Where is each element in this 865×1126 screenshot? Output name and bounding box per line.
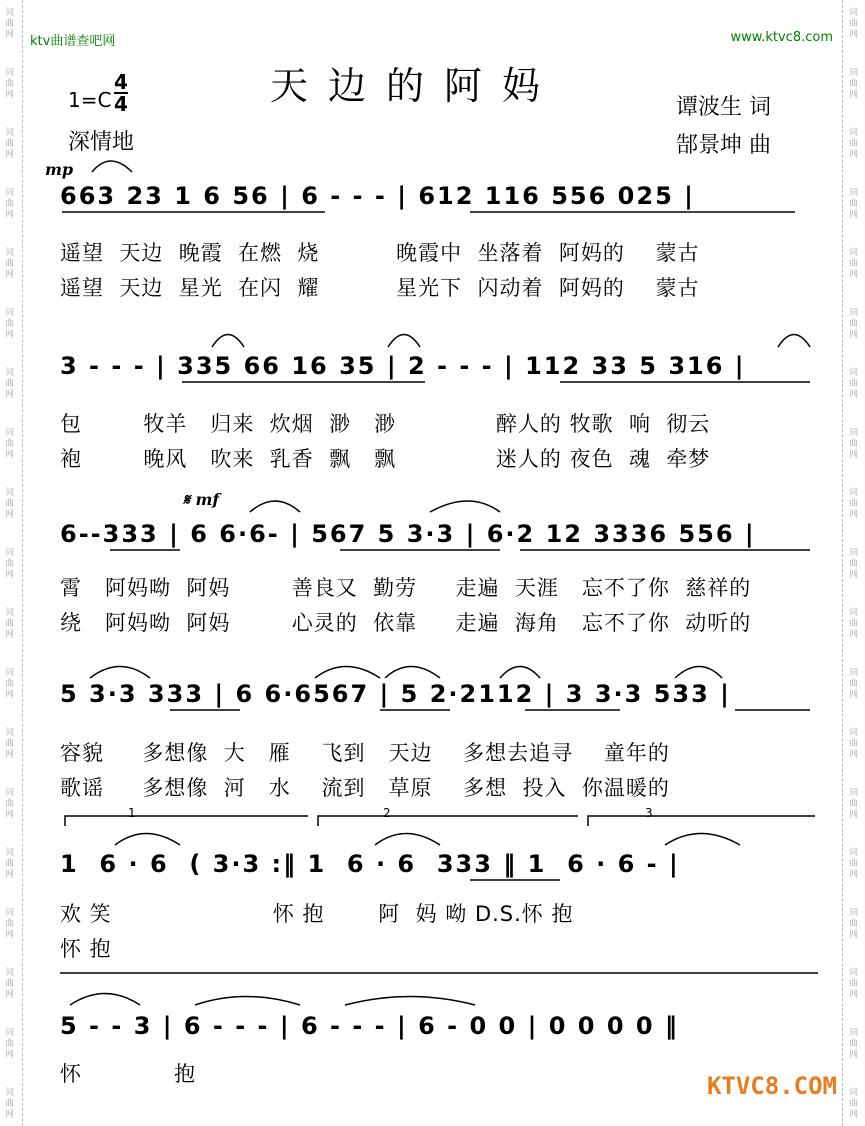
slur bbox=[385, 667, 440, 679]
watermark-glyph: 词曲网 bbox=[849, 128, 859, 160]
watermark-glyph: 词曲网 bbox=[849, 188, 859, 220]
watermark-glyph: 词曲网 bbox=[5, 308, 15, 340]
watermark-glyph: 词曲网 bbox=[849, 908, 859, 940]
site-name-left[interactable]: ktv曲谱查吧网 bbox=[30, 34, 116, 49]
volta-1-label: 1 bbox=[128, 806, 136, 820]
slur bbox=[212, 335, 244, 348]
watermark-glyph: 词曲网 bbox=[849, 308, 859, 340]
volta-2-label: 2 bbox=[383, 806, 391, 820]
time-sig-top: 4 bbox=[114, 70, 128, 94]
volta-bracket bbox=[318, 816, 578, 826]
lyricist-credit: 谭波生 词 bbox=[676, 95, 771, 120]
lyrics-row-1-verse-2: 遥望 天边 星光 在闪 耀 星光下 闪动着 阿妈的 蒙古 bbox=[60, 276, 700, 300]
slur bbox=[90, 667, 150, 679]
watermark-glyph: 词曲网 bbox=[5, 248, 15, 280]
watermark-glyph: 词曲网 bbox=[5, 788, 15, 820]
slur bbox=[500, 667, 540, 679]
watermark-glyph: 词曲网 bbox=[849, 8, 859, 40]
lyrics-row-5-verse-2: 怀 抱 bbox=[60, 937, 112, 961]
lyrics-row-4-verse-1: 容貌 多想像 大 雁 飞到 天边 多想去追寻 童年的 bbox=[60, 741, 670, 765]
slur bbox=[430, 501, 500, 512]
site-url-right[interactable]: www.ktvc8.com bbox=[730, 30, 833, 45]
notation-row-2: 3 - - - | 335 66 16 35 | 2 - - - | 112 33 5 316 | bbox=[60, 352, 746, 380]
watermark-glyph: 词曲网 bbox=[5, 488, 15, 520]
watermark-glyph: 词曲网 bbox=[849, 68, 859, 100]
song-title: 天边的阿妈 bbox=[270, 64, 561, 108]
slur bbox=[92, 161, 132, 172]
lyrics-row-3-verse-2: 绕 阿妈呦 阿妈 心灵的 依靠 走遍 海角 忘不了你 动听的 bbox=[60, 611, 752, 635]
slur bbox=[250, 501, 300, 512]
watermark-glyph: 词曲网 bbox=[849, 548, 859, 580]
watermark-glyph: 词曲网 bbox=[849, 968, 859, 1000]
slur bbox=[70, 994, 140, 1006]
lyrics-row-2-verse-2: 袍 晚风 吹来 乳香 飘 飘 迷人的 夜色 魂 牵梦 bbox=[60, 447, 711, 471]
slur bbox=[375, 834, 440, 846]
lyrics-row-1-verse-1: 遥望 天边 晚霞 在燃 烧 晚霞中 坐落着 阿妈的 蒙古 bbox=[60, 241, 700, 265]
lyrics-row-3-verse-1: 霄 阿妈呦 阿妈 善良又 勤劳 走遍 天涯 忘不了你 慈祥的 bbox=[60, 576, 752, 600]
slur bbox=[665, 834, 740, 846]
dynamic-mp: mp bbox=[45, 160, 74, 179]
watermark-glyph: 词曲网 bbox=[5, 428, 15, 460]
watermark-glyph: 词曲网 bbox=[5, 908, 15, 940]
slur bbox=[315, 667, 380, 679]
watermark-glyph: 词曲网 bbox=[5, 128, 15, 160]
lyrics-row-6: 怀 抱 bbox=[60, 1062, 197, 1086]
slur bbox=[195, 997, 300, 1006]
watermark-glyph: 词曲网 bbox=[849, 1028, 859, 1060]
watermark-glyph: 词曲网 bbox=[849, 1088, 859, 1120]
key-signature: 1=C bbox=[68, 88, 112, 112]
notation-row-3: 6--333 | 6 6·6- | 567 5 3·3 | 6·2 12 3336 556 | bbox=[60, 520, 756, 548]
watermark-glyph: 词曲网 bbox=[849, 728, 859, 760]
watermark-glyph: 词曲网 bbox=[5, 608, 15, 640]
watermark-glyph: 词曲网 bbox=[849, 788, 859, 820]
volta-3-label: 3 bbox=[645, 806, 653, 820]
slur bbox=[345, 997, 475, 1006]
watermark-glyph: 词曲网 bbox=[849, 488, 859, 520]
lyrics-row-5-verse-1: 欢 笑 怀 抱 阿 妈 呦 D.S.怀 抱 bbox=[60, 902, 574, 926]
watermark-glyph: 词曲网 bbox=[5, 668, 15, 700]
notation-row-1: 663 23 1 6 56 | 6 - - - | 612 116 556 025 | bbox=[60, 182, 695, 210]
watermark-glyph: 词曲网 bbox=[5, 68, 15, 100]
segno-mf: 𝄋 mf bbox=[183, 490, 220, 509]
notation-row-4: 5 3·3 333 | 6 6·6567 | 5 2·2112 | 3 3·3 533 | bbox=[60, 680, 731, 708]
watermark-glyph: 词曲网 bbox=[849, 608, 859, 640]
volta-bracket bbox=[65, 816, 308, 826]
watermark-glyph: 词曲网 bbox=[5, 8, 15, 40]
composer-credit: 郜景坤 曲 bbox=[676, 133, 771, 158]
watermark-glyph: 词曲网 bbox=[5, 188, 15, 220]
notation-row-6: 5 - - 3 | 6 - - - | 6 - - - | 6 - 0 0 | 0 0 0 0 ‖ bbox=[60, 1012, 679, 1040]
time-sig-bottom: 4 bbox=[114, 92, 128, 116]
watermark-glyph: 词曲网 bbox=[849, 248, 859, 280]
watermark-glyph: 词曲网 bbox=[849, 368, 859, 400]
volta-bracket bbox=[588, 816, 815, 826]
tempo-mood: 深情地 bbox=[68, 130, 135, 155]
watermark-glyph: 词曲网 bbox=[849, 428, 859, 460]
slur bbox=[388, 335, 420, 348]
watermark-glyph: 词曲网 bbox=[849, 848, 859, 880]
watermark-glyph: 词曲网 bbox=[5, 368, 15, 400]
slur bbox=[675, 667, 722, 679]
watermark-glyph: 词曲网 bbox=[849, 668, 859, 700]
lyrics-row-4-verse-2: 歌谣 多想像 河 水 流到 草原 多想 投入 你温暖的 bbox=[60, 776, 670, 800]
lyrics-row-2-verse-1: 包 牧羊 归来 炊烟 渺 渺 醉人的 牧歌 响 彻云 bbox=[60, 412, 711, 436]
slur bbox=[778, 335, 810, 348]
ktvc8-logo: KTVC8.COM bbox=[706, 1072, 837, 1100]
watermark-glyph: 词曲网 bbox=[5, 1028, 15, 1060]
watermark-glyph: 词曲网 bbox=[5, 968, 15, 1000]
watermark-glyph: 词曲网 bbox=[5, 728, 15, 760]
watermark-glyph: 词曲网 bbox=[5, 548, 15, 580]
slur bbox=[115, 834, 180, 846]
watermark-glyph: 词曲网 bbox=[5, 1088, 15, 1120]
watermark-glyph: 词曲网 bbox=[5, 848, 15, 880]
notation-row-5: 1 6 · 6 ( 3·3 :‖ 1 6 · 6 333 ‖ 1 6 · 6 - | bbox=[60, 850, 680, 878]
